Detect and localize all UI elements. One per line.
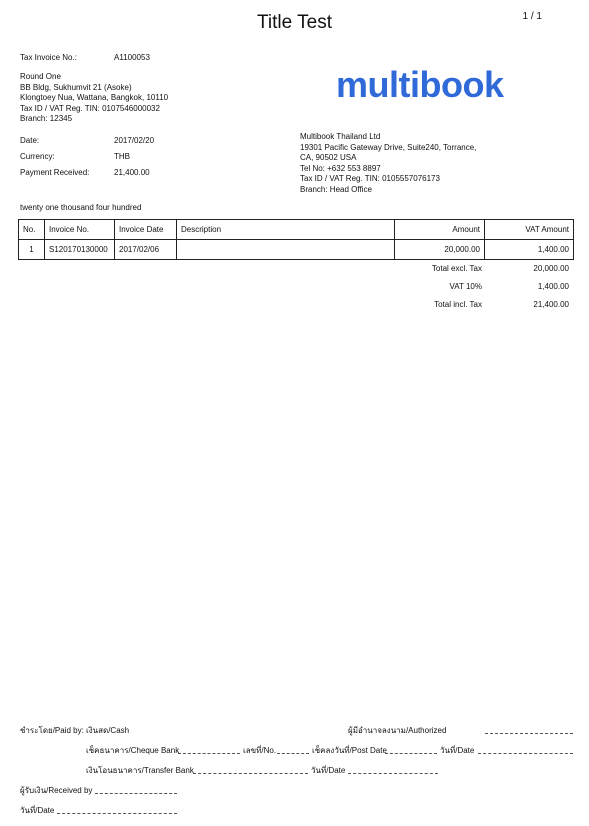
authorized-signature-line[interactable]	[485, 726, 573, 734]
authorized-date-label: วันที่/Date	[440, 746, 475, 755]
invoice-items-table	[18, 219, 574, 260]
transfer-bank-field[interactable]	[193, 766, 308, 774]
company-branch: Branch: Head Office	[300, 184, 372, 194]
amount-in-words: twenty one thousand four hundred	[20, 203, 142, 212]
total-excl-tax-value: 20,000.00	[533, 264, 569, 273]
received-date-label: วันที่/Date	[20, 806, 55, 815]
company-address-line2: CA, 90502 USA	[300, 153, 357, 163]
customer-address-line1: BB Bldg, Sukhumvit 21 (Asoke)	[20, 82, 132, 92]
table-row	[19, 240, 574, 260]
company-address-line1: 19301 Pacific Gateway Drive, Suite240, Torrance,	[300, 142, 477, 152]
company-tel: Tel No: +632 553 8897	[300, 163, 381, 173]
post-date-field[interactable]	[385, 746, 437, 754]
transfer-date-label: วันที่/Date	[311, 766, 346, 775]
customer-branch: Branch: 12345	[20, 114, 73, 124]
cheque-no-field[interactable]	[277, 746, 309, 754]
vat-label: VAT 10%	[449, 282, 482, 291]
document-title: Title Test	[257, 12, 332, 33]
company-tax-id: Tax ID / VAT Reg. TIN: 0105557076173	[300, 174, 440, 184]
header-description: Description	[177, 220, 395, 240]
tax-invoice-no: A1100053	[114, 53, 150, 62]
payment-received-label: Payment Received:	[20, 168, 90, 177]
row-amount: 20,000.00	[395, 240, 485, 260]
authorized-date-field[interactable]	[478, 746, 573, 754]
received-by-label: ผู้รับเงิน/Received by	[20, 786, 93, 795]
customer-name: Round One	[20, 72, 61, 81]
post-date-label: เช็คลงวันที่/Post Date	[312, 746, 387, 755]
header-invoice-no: Invoice No.	[45, 220, 115, 240]
date-label: Date:	[20, 136, 40, 145]
currency-value: THB	[114, 152, 130, 161]
header-amount: Amount	[395, 220, 485, 240]
customer-block	[20, 72, 168, 125]
header-no: No.	[19, 220, 45, 240]
customer-address-line2: Klongtoey Nua, Wattana, Bangkok, 10110	[20, 93, 169, 103]
payment-received-value: 21,400.00	[114, 168, 150, 177]
received-date-field[interactable]	[57, 806, 177, 814]
page-number: 1 / 1	[522, 11, 542, 22]
authorized-label: ผู้มีอำนาจลงนาม/Authorized	[348, 726, 447, 735]
row-no: 1	[19, 240, 45, 260]
total-incl-tax-value: 21,400.00	[533, 300, 569, 309]
company-name: Multibook Thailand Ltd	[300, 132, 381, 141]
currency-label: Currency:	[20, 152, 55, 161]
company-block	[300, 132, 476, 196]
table-header-row	[19, 220, 574, 240]
total-incl-tax-label: Total incl. Tax	[434, 300, 482, 309]
cheque-bank-label: เช็คธนาคาร/Cheque Bank	[86, 746, 180, 755]
header-invoice-date: Invoice Date	[115, 220, 177, 240]
received-by-field[interactable]	[95, 786, 177, 794]
vat-value: 1,400.00	[537, 282, 569, 291]
cheque-bank-field[interactable]	[178, 746, 240, 754]
tax-invoice-no-label: Tax Invoice No.:	[20, 53, 77, 62]
multibook-logo: multibook	[336, 64, 504, 105]
date-value: 2017/02/20	[114, 136, 155, 145]
cash-label: เงินสด/Cash	[86, 726, 130, 735]
row-invoice-no: S120170130000	[45, 240, 115, 260]
row-invoice-date: 2017/02/06	[115, 240, 177, 260]
customer-tax-id: Tax ID / VAT Reg. TIN: 0107546000032	[20, 103, 160, 113]
paid-by-label: ชำระโดย/Paid by:	[20, 726, 84, 735]
row-description	[177, 240, 395, 260]
row-vat-amount: 1,400.00	[485, 240, 574, 260]
header-vat-amount: VAT Amount	[485, 220, 574, 240]
cheque-no-label: เลขที่/No.	[243, 746, 277, 755]
transfer-date-field[interactable]	[348, 766, 438, 774]
transfer-bank-label: เงินโอนธนาคาร/Transfer Bank	[86, 766, 194, 775]
total-excl-tax-label: Total excl. Tax	[431, 264, 482, 273]
